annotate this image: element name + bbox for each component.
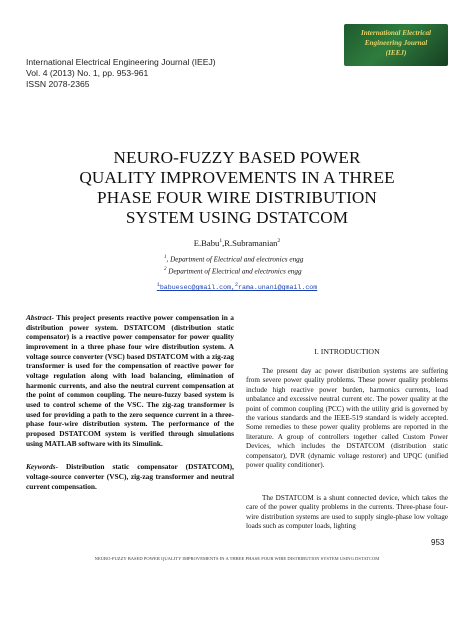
email-separator: , [231,284,236,292]
journal-volume: Vol. 4 (2013) No. 1, pp. 953-961 [26,68,149,78]
authors [0,238,474,248]
logo-line-1: International Electrical [360,29,432,37]
abstract [26,313,234,448]
journal-info [26,57,216,90]
affiliation-2: Department of Electrical and electronics engg [168,267,302,276]
email-1-link[interactable]: babuesec@gmail.com [159,284,232,292]
title-line: QUALITY IMPROVEMENTS IN A THREE [79,168,395,187]
title-line: NEURO-FUZZY BASED POWER [113,148,361,167]
keywords-text: Distribution static compensator (DSTATCOM), voltage-source converter (VSC), zig-zag transformer and neutral current compensation. [26,462,234,491]
author-1: E.Babu [193,238,220,248]
affiliation-1: , Department of Electrical and electronics engg [166,255,304,264]
abstract-lead: Abstract- [26,313,54,322]
running-footer: NEURO-FUZZY BASED POWER QUALITY IMPROVEMENTS IN A THREE PHASE FOUR WIRE DISTRIBUTION SYSTEM USING DSTATCOM [94,556,380,561]
right-column [246,347,448,470]
logo-line-2: Engineering Journal [364,39,428,47]
title-line: SYSTEM USING DSTATCOM [125,208,349,227]
affiliations [164,253,303,277]
journal-logo [344,24,448,66]
email-1-sup: 1 [156,282,160,288]
journal-issn: ISSN 2078-2365 [26,79,90,89]
section-heading: I. INTRODUCTION [314,347,380,356]
page-number: 953 [431,538,445,547]
logo-line-3: (IEEJ) [385,49,407,57]
email-2-sup: 2 [235,282,239,288]
left-column [26,313,234,491]
author-emails [0,282,474,291]
affiliation-2-sup: 2 [164,266,167,272]
keywords-lead: Keywords- [26,462,59,472]
keywords [26,462,234,491]
abstract-text: This project presents reactive power compensation in a distribution power system. DSTATCOM (distribution static compensator) is a reactive power compensator for power quality improvement in a three phase four wire distribution system. A voltage source converter (VSC) based DSTATCOM with a zig-zag transformer is used for the compensation of reactive power for voltage regulation along with load balancing, elimination of harmonic currents, and also the neutral current compensation at the point of common coupling. The neuro-fuzzy based system is used to control scheme of the VSC. The zig-zag transformer is used for providing a path to the zero sequence current in a three-phase four-wire distribution system. The performance of the proposed DSTATCOM system is verified through simulations using MATLAB software with its Simulink. [26,313,234,448]
intro-paragraph-1: The present day ac power distribution systems are suffering from severe power quality problems. These power quality problems include high reactive power burden, harmonics currents, load unbalance and excessive neutral current etc. The power quality at the point of common coupling (PCC) with the utility grid is governed by the various standards and the IEEE-519 standard is widely accepted. Some remedies to these power quality problems are reported in the literature. A group of controllers together called Custom Power Devices, which includes the DSTATCOM (distribution static compensator), DVR (dynamic voltage restorer) and UPQC (unified power quality conditioner). [246,367,448,470]
author-1-sup: 1 [219,238,223,245]
paper-title [60,148,414,228]
affiliation-1-sup: 1 [164,255,167,260]
intro-paragraph-2: The DSTATCOM is a shunt connected device, which takes the care of the power quality problems in the currents. Three-phase four-wire distribution systems are used to supply single-phase low voltage loads such as computer loads, lighting [246,494,448,531]
journal-name: International Electrical Engineering Journal (IEEJ) [26,57,216,67]
title-line: PHASE FOUR WIRE DISTRIBUTION [97,188,377,207]
email-2-link[interactable]: rama.unani@gmail.com [238,284,318,292]
author-separator: , [222,238,225,248]
author-2: R.Subramanian [224,238,278,248]
author-2-sup: 2 [277,238,281,245]
